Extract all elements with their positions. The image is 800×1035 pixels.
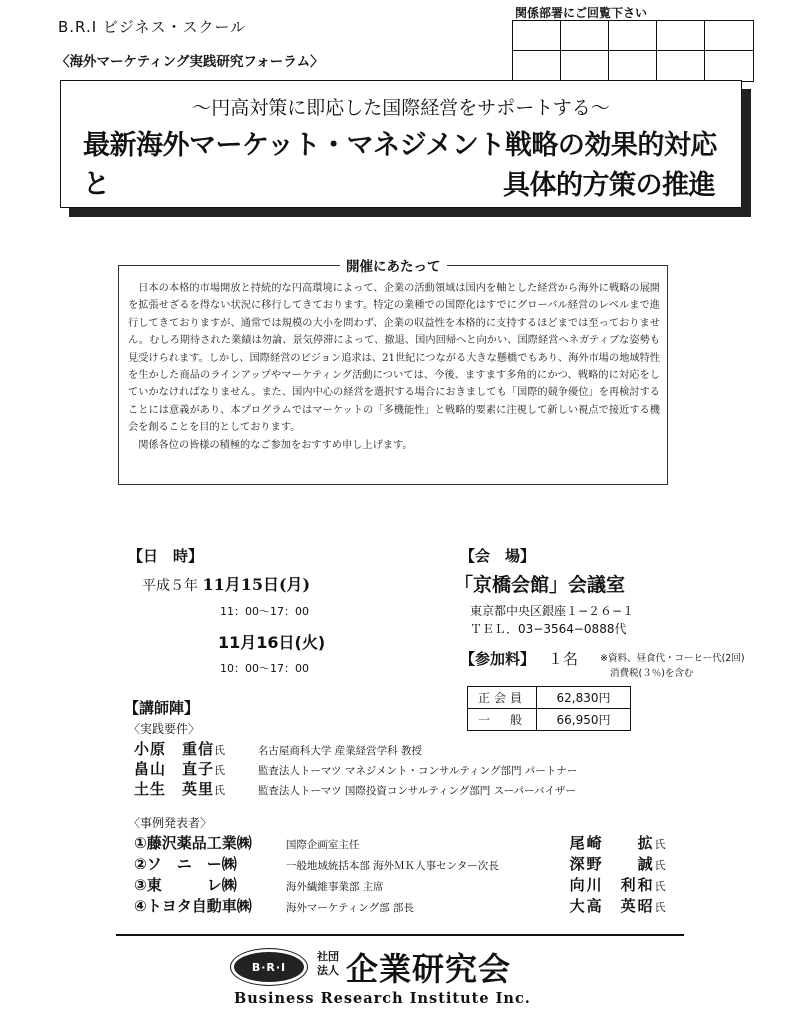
reply-cell — [657, 51, 705, 81]
presenter-row — [134, 895, 666, 916]
schedule-era: 平成５年 — [142, 578, 198, 594]
venue-heading: 【会 場】 — [460, 547, 536, 565]
reply-cell — [705, 51, 753, 81]
schedule-date-1 — [142, 572, 310, 595]
footer-divider — [116, 934, 684, 936]
lecturer-row — [134, 738, 422, 759]
corp-type: 社団法人 — [317, 950, 339, 977]
reply-stamp-grid — [512, 20, 754, 82]
presenter-name: 深野 誠氏 — [569, 855, 666, 873]
intro-heading: 開催にあたって — [340, 255, 447, 275]
title-line-1: 最新海外マーケット・マネジメント戦略の効果的対応と — [83, 130, 717, 200]
subtitle: 〜円高対策に即応した国際経営をサポートする〜 — [192, 97, 610, 119]
presenter-title: 海外繊維事業部 主席 — [285, 881, 384, 893]
reply-cell — [561, 51, 609, 81]
schedule-date-1-value: 11月15日(月) — [202, 575, 311, 594]
lecturer-row — [134, 778, 576, 799]
presenter-title: 国際企画室主任 — [285, 839, 360, 851]
lecturer-name: 畠山 直子氏 — [134, 760, 227, 778]
forum-name: 〈海外マーケティング実践研究フォーラム〉 — [56, 54, 324, 70]
schedule-date-2: 11月16日(火) — [218, 633, 326, 652]
venue-address: 東京都中央区銀座１−２６−１ — [470, 604, 635, 618]
presenter-row — [134, 874, 666, 895]
fee-label: 一 般 — [468, 709, 537, 731]
fee-count: １名 — [548, 650, 579, 668]
presenter-company: ②ソ ニ ー㈱ — [134, 855, 237, 873]
schedule-heading: 【日 時】 — [128, 547, 204, 565]
fee-note: 消費税(３％)を含む — [610, 668, 694, 679]
schedule-time-1: 11：00〜17：00 — [220, 605, 309, 618]
presenter-name: 尾崎 拡氏 — [569, 834, 666, 852]
presenter-row — [134, 853, 666, 874]
venue-tel: ＴＥＬ．03−3564−0888代 — [470, 622, 627, 636]
fee-amount: 66,950円 — [537, 709, 631, 731]
reply-cell — [609, 51, 657, 81]
fee-row — [468, 709, 631, 731]
bri-logo-text: B·R·I — [251, 960, 287, 974]
reply-cell — [657, 21, 705, 51]
presenter-company: ③東 レ㈱ — [134, 876, 237, 894]
schedule-time-2: 10：00〜17：00 — [220, 662, 309, 675]
reply-cell — [609, 21, 657, 51]
school-name: B.R.I ビジネス・スクール — [58, 18, 247, 36]
presenter-company: ④トヨタ自動車㈱ — [134, 897, 252, 915]
reply-label: 関係部署にご回覧下さい — [515, 6, 648, 20]
venue-name: 「京橋会館」会議室 — [454, 574, 626, 596]
fee-table — [467, 686, 631, 731]
title-box — [60, 80, 742, 208]
fee-amount: 62,830円 — [537, 687, 631, 709]
presenter-title: 一般地域統括本部 海外ＭＫ人事センター次長 — [285, 860, 499, 872]
organization-name-english: Business Research Institute Inc. — [234, 990, 531, 1007]
reply-cell — [513, 51, 561, 81]
organization-name: 企業研究会 — [346, 950, 512, 988]
fee-row — [468, 687, 631, 709]
presenter-title: 海外マーケティング部 部長 — [285, 902, 414, 914]
intro-paragraph: 日本の本格的市場開放と持続的な円高環境によって、企業の活動領域は国内を軸とした経営から海外に戦略の展開を拡張せざるを得ない状況に移行してきております。特定の業種での国際化はすでにグローバル経営のレベルまで進行してきておりますが、通常では規模の大小を問わず、企業の収益性を本格的に支持するほどまでは至っておりません。むしろ期待された業績は勿論、景気停滞によって、撤退、国内回帰へと向かい、国際経営へネガティブな姿勢も見受けられます。しかし、国際経営のビジョン追求は、21世紀につながる大きな懸橋でもあり、海外市場の地域特性を生かした商品のラインアップやマーケティング活動については、今後、ますます多角的にかつ、戦略的に対応をしていかなければなりません。また、国内中心の経営を選択する場合におきましても「国際的競争優位」を再検討することには意義があり、本プログラムではマーケットの「多機能性」と戦略的要素に注視して新しい視点で接近する機会を創ることを目的としております。 — [128, 283, 660, 434]
reply-cell — [561, 21, 609, 51]
lecturer-name: 小原 重信氏 — [134, 740, 227, 758]
reply-cell — [513, 21, 561, 51]
intro-text — [128, 280, 660, 454]
lecturer-affiliation: 監査法人トーマツ マネジメント・コンサルティング部門 パートナー — [257, 765, 578, 777]
lecturer-affiliation: 名古屋商科大学 産業経営学科 教授 — [257, 745, 423, 757]
lecturers-heading: 【講師陣】 — [124, 699, 200, 717]
case-heading: 〈事例発表者〉 — [128, 816, 213, 830]
bri-logo — [230, 948, 308, 986]
fee-note: ※資料、昼食代・コーヒー代(2回) — [600, 653, 745, 664]
fee-label: 正会員 — [468, 687, 537, 709]
presenter-row — [134, 832, 666, 853]
presenter-name: 大高 英昭氏 — [569, 897, 666, 915]
title-line-2: 具体的方策の推進 — [503, 170, 715, 201]
presenter-company: ①藤沢薬品工業㈱ — [134, 834, 252, 852]
practice-heading: 〈実践要件〉 — [128, 722, 201, 736]
lecturer-row — [134, 758, 577, 779]
presenter-name: 向川 利和氏 — [569, 876, 666, 894]
reply-cell — [705, 21, 753, 51]
fee-heading: 【参加料】 — [460, 650, 536, 668]
intro-paragraph: 関係各位の皆様の積極的なご参加をおすすめ申し上げます。 — [138, 439, 413, 451]
lecturer-name: 土生 英里氏 — [134, 780, 227, 798]
lecturer-affiliation: 監査法人トーマツ 国際投資コンサルティング部門 スーパーバイザー — [257, 785, 577, 797]
